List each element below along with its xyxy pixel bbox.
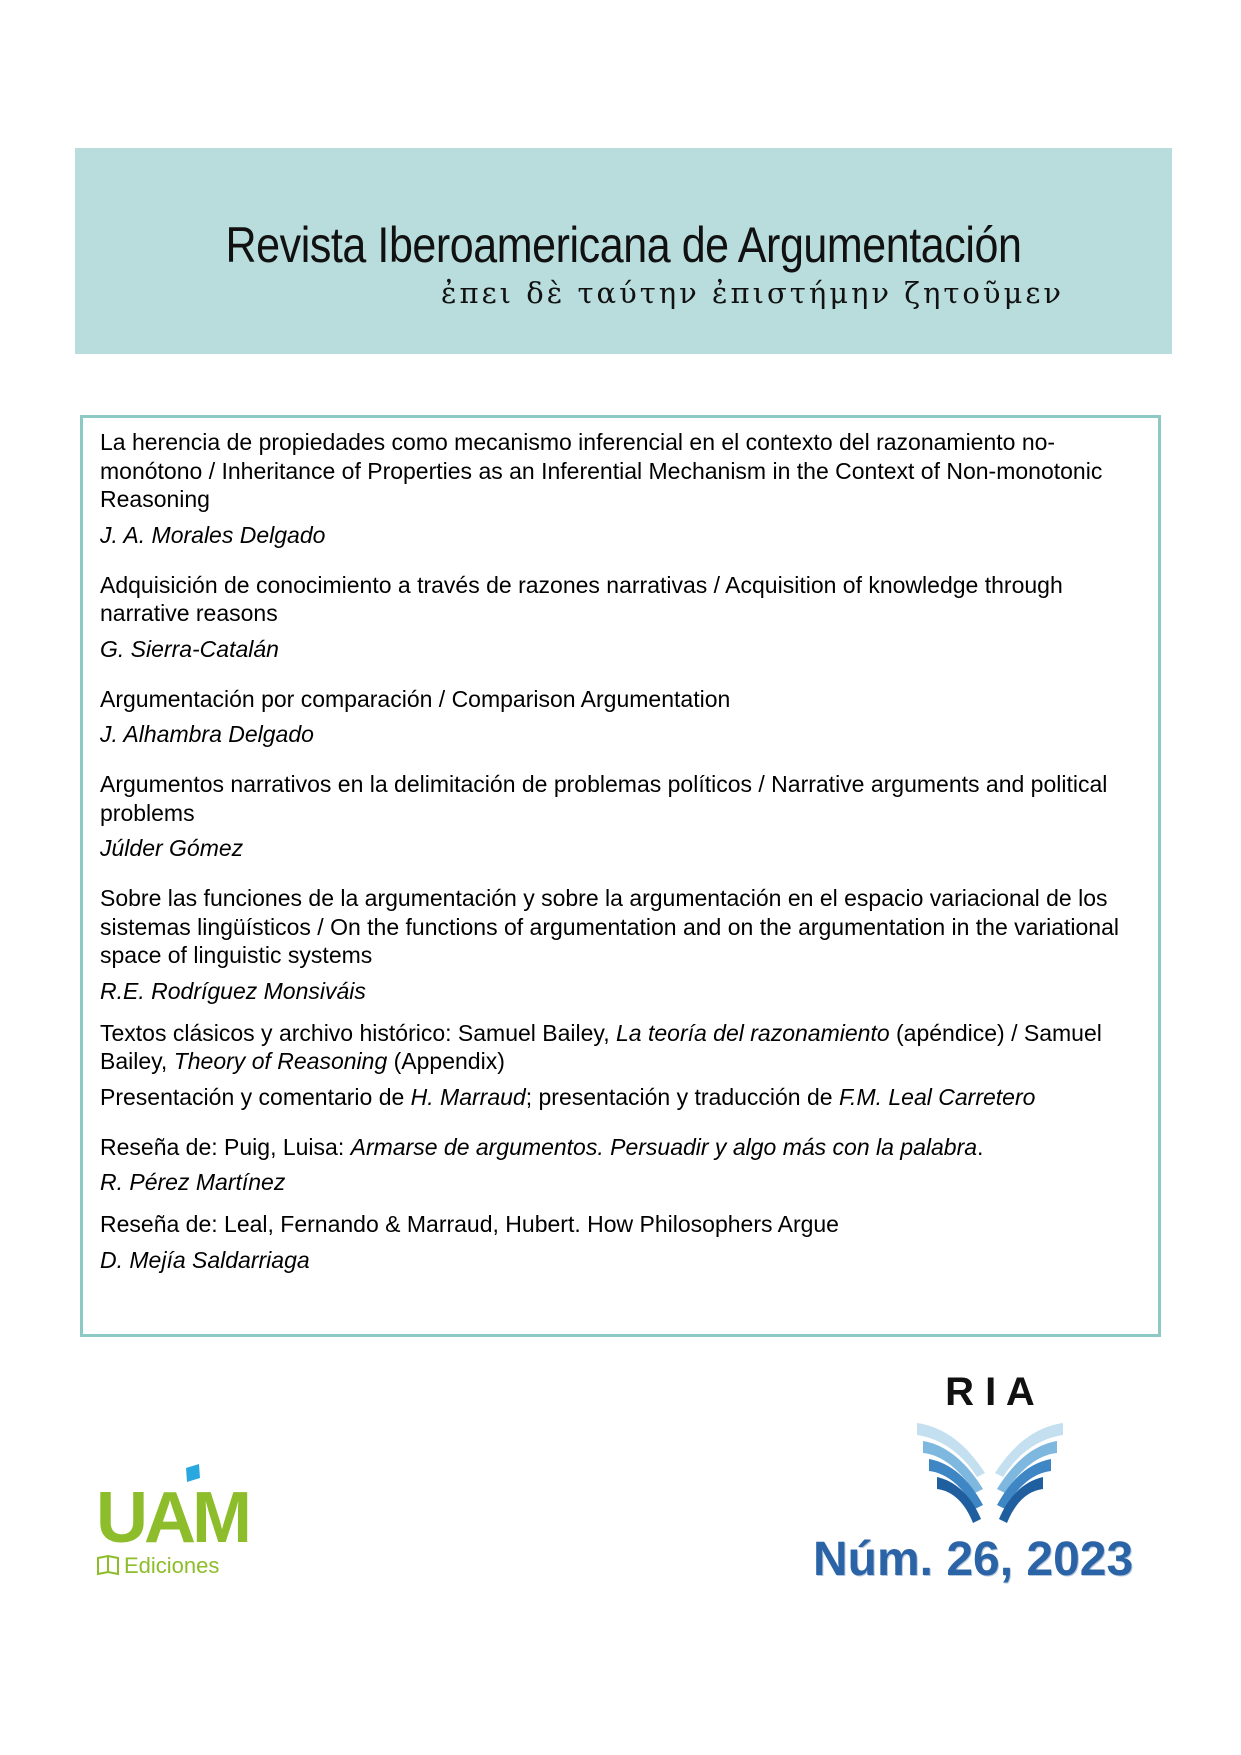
article-author: R.E. Rodríguez Monsiváis [100,977,366,1004]
classic-text-suffix: (Appendix) [387,1048,505,1074]
book-icon [98,1556,118,1574]
article-title: La herencia de propiedades como mecanismo inferencial en el contexto del razonamiento no-monótono / Inheritance of Properties as an Inferential Mechanism in the Context of Non-monotonic Reasoning [100,429,1103,512]
classic-text-credits [100,1083,1144,1111]
article-author: J. A. Morales Delgado [100,521,326,548]
toc-entry-review [100,1210,1144,1274]
classic-title-es: La teoría del razonamiento [616,1019,890,1046]
toc-entry [100,770,1144,862]
toc-entry [100,884,1144,1005]
ria-wordmark: R I A [945,1370,1035,1414]
journal-motto: ἐπει δὲ ταύτην ἐπιστήμην ζητοῦμεν [441,276,1064,310]
review-prefix: Reseña de: Puig, Luisa: [100,1133,351,1160]
review-author: D. Mejía Saldarriaga [100,1246,310,1273]
article-title: Argumentos narrativos en la delimitación de problemas políticos / Narrative arguments and political problems [100,771,1108,826]
article-author: J. Alhambra Delgado [100,721,314,747]
article-author: G. Sierra-Catalán [100,635,279,662]
table-of-contents [80,415,1161,1337]
toc-entry-review [100,1133,1144,1197]
review-title [100,1133,1144,1162]
classic-text-prefix: Textos clásicos y archivo histórico: Samuel Bailey, [100,1019,616,1046]
ria-logo [915,1365,1065,1535]
toc-entry-classic-text [100,1019,1144,1111]
uam-subtitle: Ediciones [124,1553,220,1578]
issue-number: Núm. 26, 2023 [813,1533,1134,1586]
classic-text-middle: (apéndice) / Samuel Bailey, [100,1019,1102,1074]
classic-title-en: Theory of Reasoning [173,1048,388,1074]
article-title: Adquisición de conocimiento a través de razones narrativas / Acquisition of knowledge through narrative reasons [100,571,1063,626]
journal-title: Revista Iberoamericana de Argumentación [225,217,1022,273]
uam-wordmark: UAM [96,1478,248,1558]
article-title: Sobre las funciones de la argumentación y sobre la argumentación en el espacio variacional de los sistemas lingüísticos / On the functions of argumentation and on the argumentation in the variational space of linguistic systems [100,885,1119,968]
toc-entry [100,571,1144,663]
credit-middle: ; presentación y traducción de [525,1083,839,1110]
review-suffix: . [977,1133,984,1160]
article-title: Argumentación por comparación / Comparison Argumentation [100,685,731,712]
journal-header [75,148,1172,354]
article-author: Júlder Gómez [100,835,244,861]
toc-entry [100,428,1144,549]
review-title: Reseña de: Leal, Fernando & Marraud, Hubert. How Philosophers Argue [100,1211,839,1237]
credit-name: F.M. Leal Carretero [838,1083,1036,1110]
classic-text-title [100,1019,1144,1076]
review-author: R. Pérez Martínez [100,1169,286,1195]
review-book: Armarse de argumentos. Persuadir y algo más con la palabra [350,1133,978,1160]
uam-ediciones-logo [96,1464,276,1580]
open-book-icon [917,1423,1063,1523]
credit-name: H. Marraud [410,1083,526,1110]
toc-entry [100,685,1144,749]
credit-prefix: Presentación y comentario de [100,1083,411,1110]
